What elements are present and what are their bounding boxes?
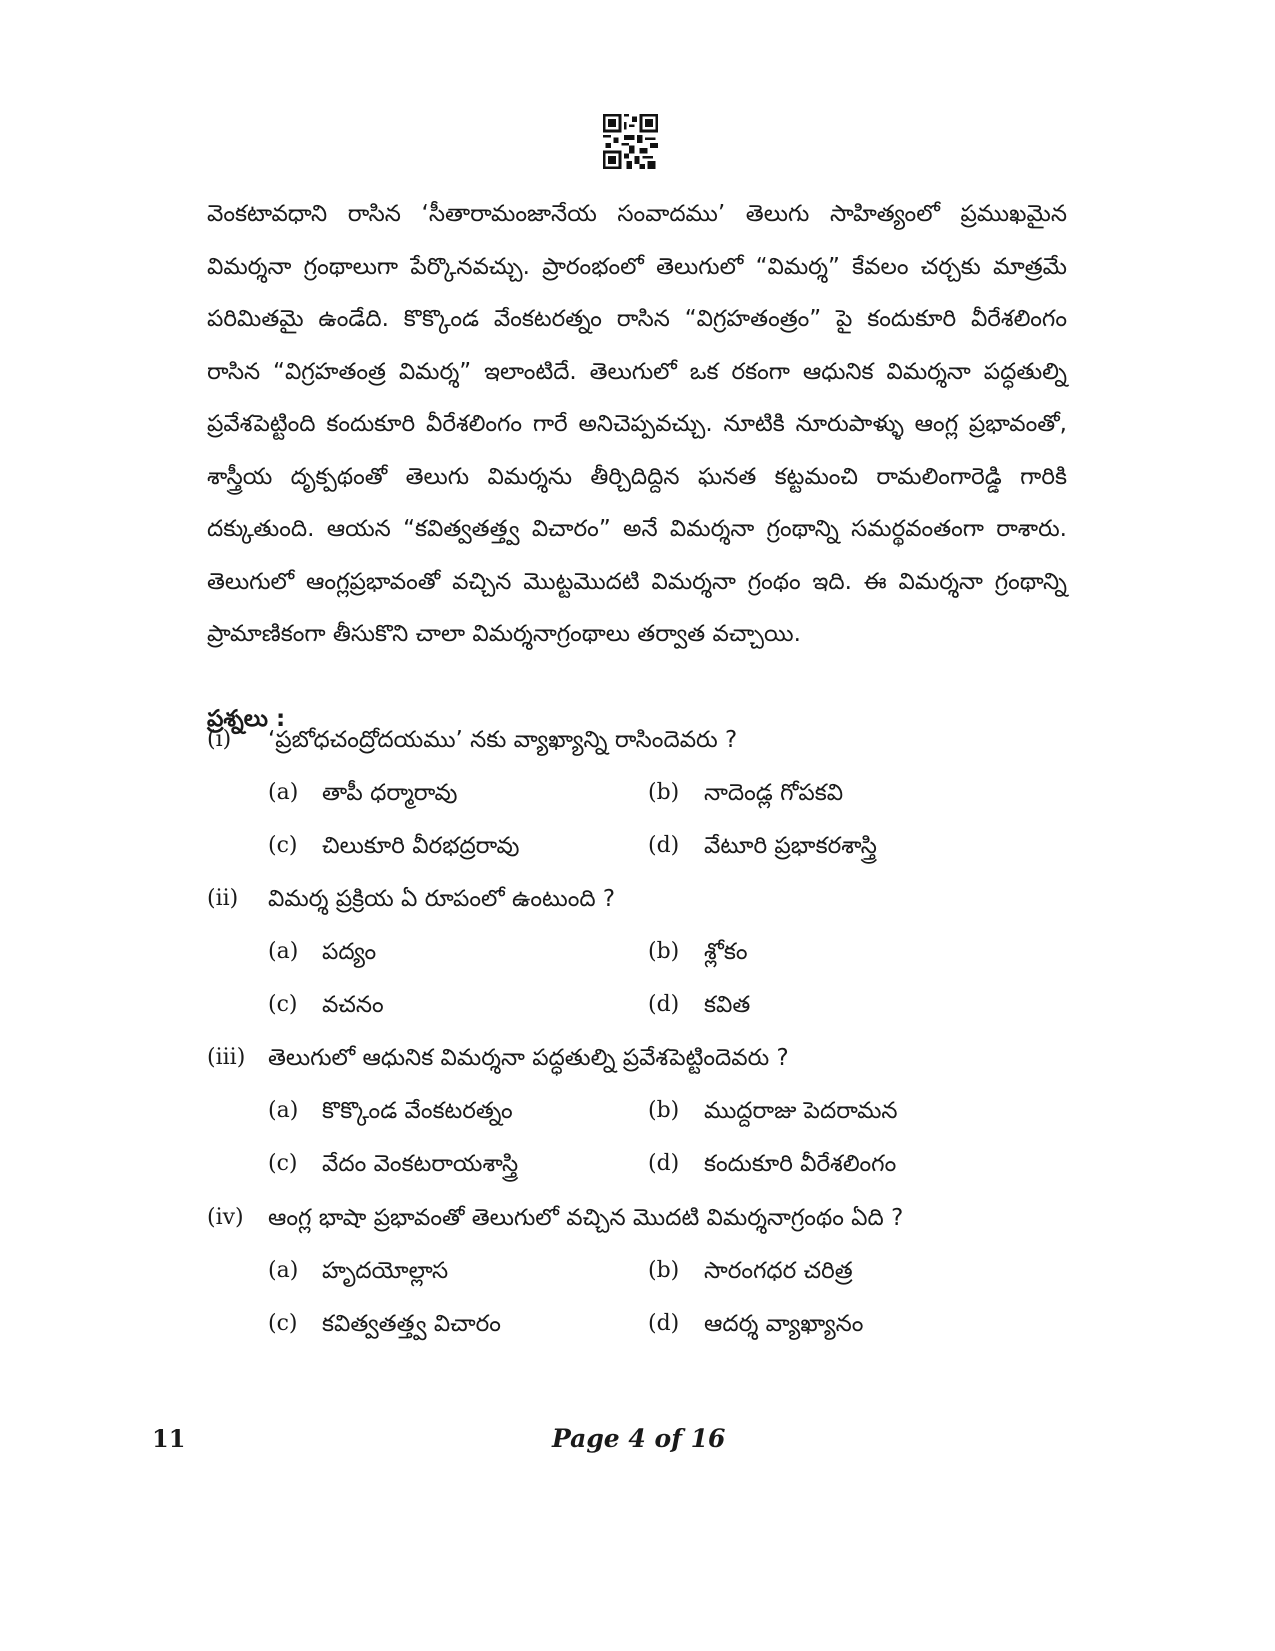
- question-number: (iii): [207, 1045, 246, 1070]
- page-number: Page 4 of 16: [552, 1424, 726, 1453]
- option-text: వచనం: [322, 992, 384, 1018]
- option-label: (d): [648, 1311, 680, 1336]
- option-text: ముద్దరాజు పెదరామన: [704, 1098, 898, 1124]
- option-label: (b): [648, 1258, 680, 1283]
- option-label: (c): [268, 1151, 298, 1176]
- questions-heading: ప్రశ్నలు :: [207, 706, 286, 732]
- option-text: తాపీ ధర్మారావు: [322, 780, 458, 806]
- option-label: (b): [648, 939, 680, 964]
- option-text: శ్లోకం: [704, 939, 748, 965]
- option-label: (d): [648, 833, 680, 858]
- option-text: ఆదర్శ వ్యాఖ్యానం: [704, 1311, 864, 1337]
- passage: [207, 188, 1067, 661]
- option-label: (c): [268, 1311, 298, 1336]
- option-text: వేటూరి ప్రభాకరశాస్త్రి: [704, 833, 877, 859]
- option-text: కవిత్వతత్త్వ విచారం: [322, 1311, 501, 1337]
- option-label: (a): [268, 1098, 299, 1123]
- option-text: సారంగధర చరిత్ర: [704, 1258, 853, 1284]
- option-label: (d): [648, 1151, 680, 1176]
- option-label: (d): [648, 992, 680, 1017]
- passage-text: వెంకటావధాని రాసిన ‘సీతారామంజానేయ సంవాదము’ తెలుగు సాహిత్యంలో ప్రముఖమైన విమర్శనా గ్రంథాలుగా పేర్కొనవచ్చు. ప్రారంభంలో తెలుగులో “విమర్శ” కేవలం చర్చకు మాత్రమే పరిమితమై ఉండేది. కొక్కొండ వేంకటరత్నం రాసిన “విగ్రహతంత్రం” పై కందుకూరి వీరేశలింగం రాసిన “విగ్రహతంత్ర విమర్శ” ఇలాంటిదే. తెలుగులో ఒక రకంగా ఆధునిక విమర్శనా పద్ధతుల్ని ప్రవేశపెట్టింది కందుకూరి వీరేశలింగం గారే అనిచెప్పవచ్చు. నూటికి నూరుపాళ్ళు ఆంగ్ల ప్రభావంతో, శాస్త్రీయ దృక్పథంతో తెలుగు విమర్శను తీర్చిదిద్దిన ఘనత కట్టమంచి రామలింగారెడ్డి గారికి దక్కుతుంది. ఆయన “కవిత్వతత్త్వ విచారం” అనే విమర్శనా గ్రంథాన్ని సమర్థవంతంగా రాశారు. తెలుగులో ఆంగ్లప్రభావంతో వచ్చిన మొట్టమొదటి విమర్శనా గ్రంథం ఇది. ఈ విమర్శనా గ్రంథాన్ని ప్రామాణికంగా తీసుకొని చాలా విమర్శనాగ్రంథాలు తర్వాత వచ్చాయి.: [207, 201, 1067, 647]
- option-text: పద్యం: [322, 939, 377, 965]
- option-label: (a): [268, 780, 299, 805]
- option-label: (a): [268, 1258, 299, 1283]
- paper-code: 11: [152, 1424, 186, 1453]
- question-number: (ii): [207, 886, 239, 911]
- option-text: కొక్కొండ వేంకటరత్నం: [322, 1098, 513, 1124]
- option-text: చిలుకూరి వీరభద్రరావు: [322, 833, 520, 859]
- option-label: (b): [648, 780, 680, 805]
- option-text: కందుకూరి వీరేశలింగం: [704, 1151, 897, 1177]
- question-text: విమర్శ ప్రక్రియ ఏ రూపంలో ఉంటుంది ?: [268, 886, 616, 912]
- question-number: (iv): [207, 1205, 244, 1230]
- option-text: హృదయోల్లాస: [322, 1258, 449, 1284]
- option-text: కవిత: [704, 992, 751, 1018]
- option-label: (a): [268, 939, 299, 964]
- option-label: (c): [268, 992, 298, 1017]
- question-text: ‘ప్రబోధచంద్రోదయము’ నకు వ్యాఖ్యాన్ని రాసిందెవరు ?: [268, 727, 738, 753]
- option-label: (c): [268, 833, 298, 858]
- qr-code: [603, 113, 658, 170]
- option-label: (b): [648, 1098, 680, 1123]
- question-text: ఆంగ్ల భాషా ప్రభావంతో తెలుగులో వచ్చిన మొదటి విమర్శనాగ్రంథం ఏది ?: [268, 1205, 904, 1231]
- question-text: తెలుగులో ఆధునిక విమర్శనా పద్ధతుల్ని ప్రవేశపెట్టిందెవరు ?: [268, 1045, 789, 1071]
- option-text: నాదెండ్ల గోపకవి: [704, 780, 844, 806]
- option-text: వేదం వెంకటరాయశాస్త్రి: [322, 1151, 519, 1177]
- question-number: (i): [207, 727, 232, 752]
